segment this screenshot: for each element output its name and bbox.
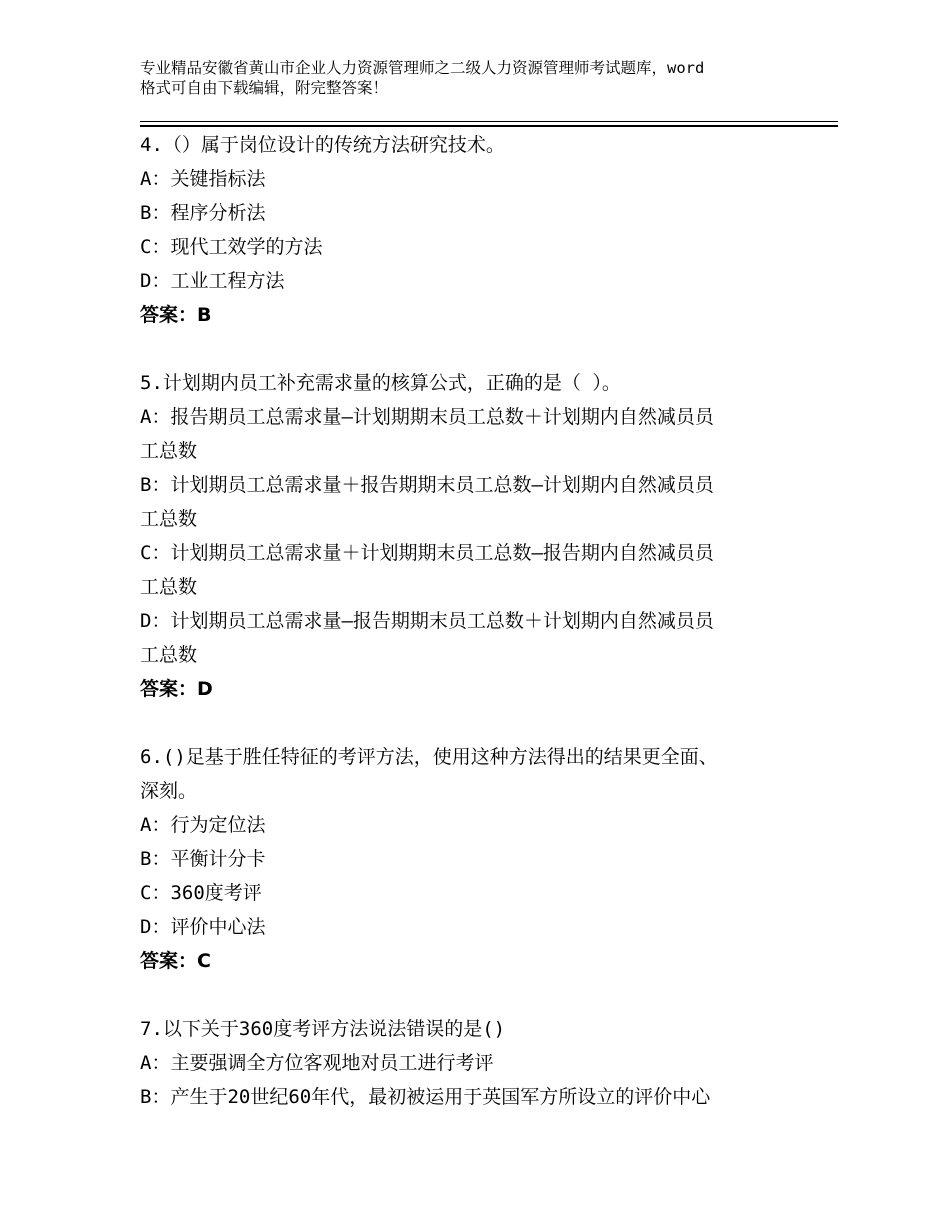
answer-option: 工总数 [140, 576, 198, 598]
question-stem: 深刻。 [140, 780, 198, 802]
question-stem: 7.以下关于360度考评方法说法错误的是() [140, 1018, 506, 1040]
answer-option: 工总数 [140, 440, 198, 462]
question-block [140, 128, 820, 332]
question-stem: 6.()足基于胜任特征的考评方法，使用这种方法得出的结果更全面、 [140, 746, 718, 768]
header-rule-thin [140, 121, 838, 122]
question-spacer [140, 332, 820, 366]
question-stem: 5.计划期内员工补充需求量的核算公式，正确的是（ ）。 [140, 372, 621, 394]
answer-option: C：计划期员工总需求量＋计划期期末员工总数—报告期内自然减员员 [140, 542, 714, 564]
answer-key: 答案：C [140, 950, 211, 972]
header-rule-thick [140, 125, 838, 127]
answer-option: D：计划期员工总需求量—报告期期末员工总数＋计划期内自然减员员 [140, 610, 714, 632]
header-line-2: 格式可自由下载编辑，附完整答案！ [140, 79, 389, 97]
document-header [140, 58, 830, 98]
answer-option: A：关键指标法 [140, 168, 266, 190]
answer-option: B：计划期员工总需求量＋报告期期末员工总数—计划期内自然减员员 [140, 474, 714, 496]
answer-key: 答案：D [140, 678, 213, 700]
question-spacer [140, 706, 820, 740]
header-line-1: 专业精品安徽省黄山市企业人力资源管理师之二级人力资源管理师考试题库，word [140, 59, 705, 77]
answer-option: A：报告期员工总需求量—计划期期末员工总数＋计划期内自然减员员 [140, 406, 714, 428]
answer-option: A：主要强调全方位客观地对员工进行考评 [140, 1052, 494, 1074]
answer-option: 工总数 [140, 644, 198, 666]
answer-option: 工总数 [140, 508, 198, 530]
answer-option: D：工业工程方法 [140, 270, 285, 292]
question-block [140, 740, 820, 978]
question-spacer [140, 978, 820, 1012]
answer-key: 答案：B [140, 304, 212, 326]
answer-option: B：程序分析法 [140, 202, 266, 224]
answer-option: D：评价中心法 [140, 916, 266, 938]
answer-option: B：产生于20世纪60年代，最初被运用于英国军方所设立的评价中心 [140, 1086, 711, 1108]
question-block [140, 1012, 820, 1114]
answer-option: A：行为定位法 [140, 814, 266, 836]
question-stem: 4.（）属于岗位设计的传统方法研究技术。 [140, 134, 505, 156]
answer-option: B：平衡计分卡 [140, 848, 266, 870]
question-block [140, 366, 820, 706]
answer-option: C：360度考评 [140, 882, 262, 904]
answer-option: C：现代工效学的方法 [140, 236, 323, 258]
question-list [140, 128, 820, 1114]
